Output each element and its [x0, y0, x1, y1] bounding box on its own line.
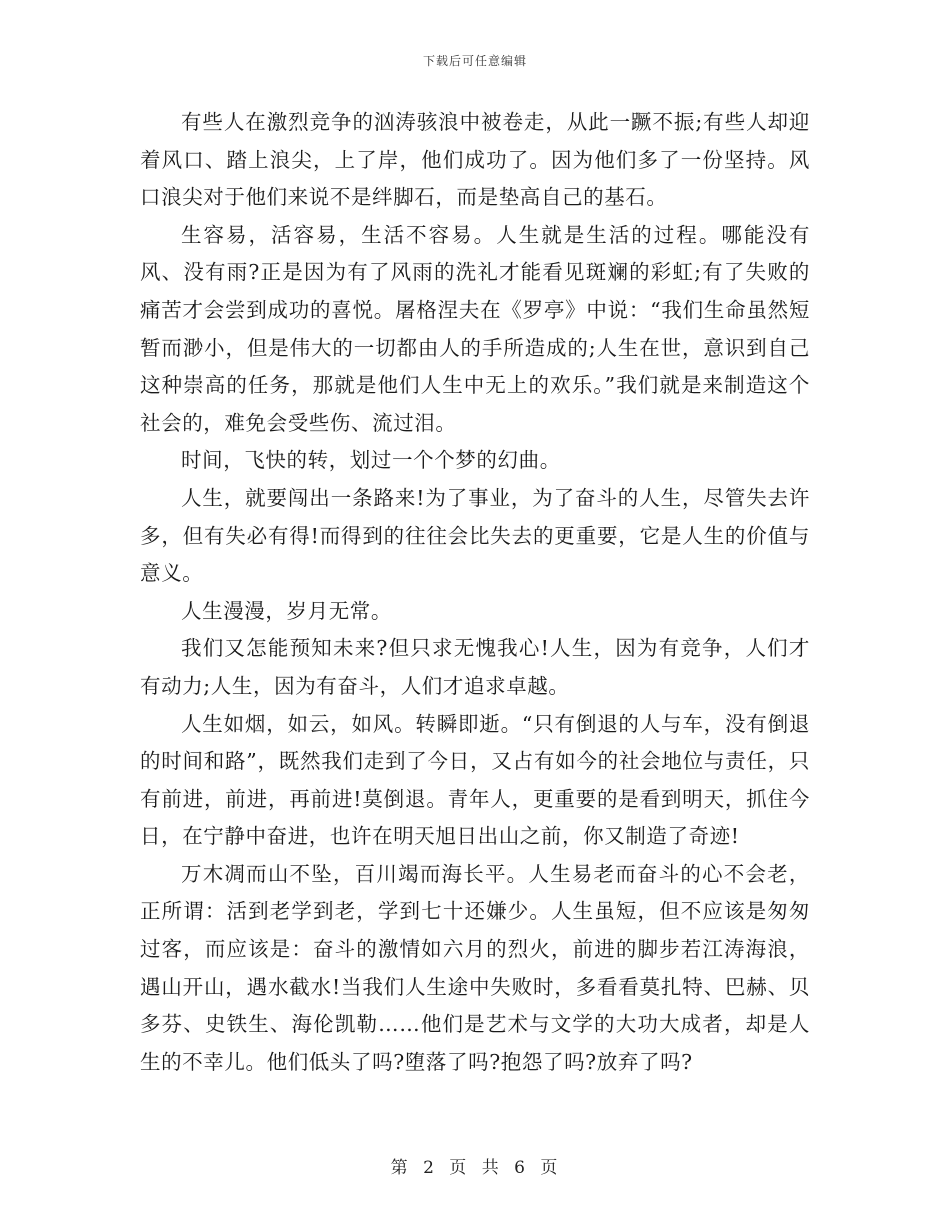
- page-number-footer: 第 2 页 共 6 页: [390, 1158, 560, 1178]
- paragraph: 万木凋而山不坠，百川竭而海长平。人生易老而奋斗的心不会老，正所谓：活到老学到老，学到七十还嫌少。人生虽短，但不应该是匆匆过客，而应该是：奋斗的激情如六月的烈火，前进的脚步若江涛海浪，遇山开山，遇水截水!当我们人生途中失败时，多看看莫扎特、巴赫、贝多芬、史铁生、海伦凯勒……他们是艺术与文学的大功大成者，却是人生的不幸儿。他们低头了吗?堕落了吗?抱怨了吗?放弃了吗?: [140, 861, 810, 1074]
- paragraph: 生容易，活容易，生活不容易。人生就是生活的过程。哪能没有风、没有雨?正是因为有了风雨的洗礼才能看见斑斓的彩虹;有了失败的痛苦才会尝到成功的喜悦。屠格涅夫在《罗亭》中说：“我们生命虽然短暂而渺小，但是伟大的一切都由人的手所造成的;人生在世，意识到自己这种崇高的任务，那就是他们人生中无上的欢乐。”我们就是来制造这个社会的，难免会受些伤、流过泪。: [140, 222, 810, 435]
- paragraph: 时间，飞快的转，划过一个个梦的幻曲。: [181, 448, 561, 473]
- document-body: [140, 104, 810, 1081]
- paragraph: 有些人在激烈竞争的汹涛骇浪中被卷走，从此一蹶不振;有些人却迎着风口、踏上浪尖，上了岸，他们成功了。因为他们多了一份坚持。风口浪尖对于他们来说不是绊脚石，而是垫高自己的基石。: [140, 110, 810, 210]
- paragraph: 人生，就要闯出一条路来!为了事业，为了奋斗的人生，尽管失去许多，但有失必有得!而得到的往往会比失去的更重要，它是人生的价值与意义。: [140, 485, 810, 586]
- paragraph: 人生漫漫，岁月无常。: [181, 598, 392, 623]
- paragraph: 人生如烟，如云，如风。转瞬即逝。“只有倒退的人与车，没有倒退的时间和路”，既然我们走到了今日，又占有如今的社会地位与责任，只有前进，前进，再前进!莫倒退。青年人，更重要的是看到明天，抓住今日，在宁静中奋进，也许在明天旭日出山之前，你又制造了奇迹!: [140, 711, 810, 849]
- paragraph: 我们又怎能预知未来?但只求无愧我心!人生，因为有竞争，人们才有动力;人生，因为有奋斗，人们才追求卓越。: [140, 636, 810, 698]
- page-header: 下载后可任意编辑: [422, 54, 527, 68]
